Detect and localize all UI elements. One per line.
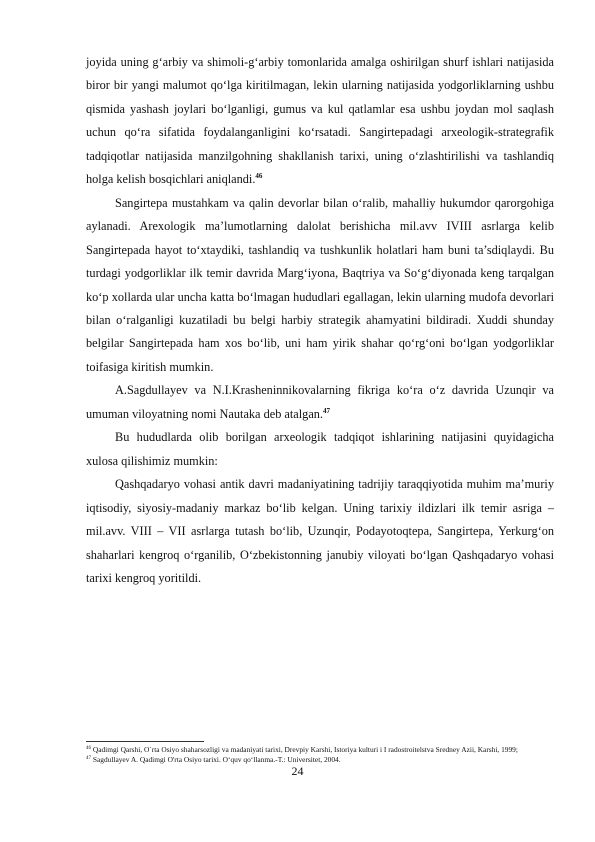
footnote-number: 47 [86, 755, 91, 761]
paragraph-4 [86, 426, 554, 473]
paragraph-1-text: joyida uning g‘arbiy va shimoli-g‘arbiy tomonlarida amalga oshirilgan shurf ishlari natijasida biror bir yangi malumot qo‘lga kiritilmagan, lekin ularning natijasida yodgorliklarning ushbu qismida yashash joylari bo‘lganligi, gumus va kul qatlamlar esa ushbu joydan mol saqlash uchun qo‘ra sifatida foydalanganligini ko‘rsatadi. Sangirtepadagi arxeologik-strategrafik tadqiqotlar natijasida manzilgohning shakllanish tarixi, uning o‘zlashtirilishi va tashlandiq holga kelish bosqichlari aniqlandi. [86, 55, 554, 187]
body-text [86, 51, 554, 590]
footnote-ref-47[interactable]: 47 [323, 406, 330, 415]
paragraph-2 [86, 192, 554, 380]
footnote-ref-46[interactable]: 46 [255, 172, 263, 181]
footnote-number: 46 [86, 746, 91, 751]
paragraph-3-text: A.Sagdullayev va N.I.Krasheninnikovalarning fikriga ko‘ra o‘z davrida Uzunqir va umuman viloyatning nomi Nautaka deb atalgan. [86, 383, 554, 421]
paragraph-5-text: Qashqadaryo vohasi antik davri madaniyatining tadrijiy taraqqiyotida muhim ma’muriy iqtisodiy, siyosiy-madaniy markaz bo‘lib kelgan. Uning tarixiy ildizlari ilk temir asriga – mil.avv. VIII – VII asrlarga tutash bo‘lib, Uzunqir, Podayotoqtepa, Sangirtepa, Yerkurg‘on shaharlari kengroq o‘rganilib, O‘zbekistonning janubiy viloyati bo‘lgan Qashqadaryo vohasi tarixi kengroq yoritildi. [86, 477, 554, 585]
paragraph-2-text: Sangirtepa mustahkam va qalin devorlar bilan o‘ralib, mahalliy hukumdor qarorgohiga aylanadi. Arexologik ma’lumotlarning dalolat berishicha mil.avv IVIII asrlarga kelib Sangirtepada hayot to‘xtaydiki, tashlandiq va tushkunlik holatlari ham buni ta’sdiqlaydi. Bu turdagi yodgorliklar ilk temir davrida Marg‘iyona, Baqtriya va So‘g‘diyonada keng tarqalgan ko‘p xollarda ular uncha katta bo‘lmagan hududlari egallagan, lekin ularning mudofa devorlari bilan o‘ralganligi kuzatiladi bu belgi harbiy strategik ahamyatini bildiradi. Xuddi shunday belgilar Sangirtepada ham xos bo‘lib, uni ham yirik shahar qo‘rg‘oni bo‘lgan yodgorliklar toifasiga kiritish mumkin. [86, 195, 554, 374]
page-number: 24 [291, 764, 304, 778]
footnote-text: Sagdullayev A. Qadimgi O'rta Osiyo tarixi. O‘quv qo‘llanma.-T.: Universitet, 2004. [92, 754, 341, 764]
paragraph-1 [86, 51, 554, 192]
paragraph-4-text: Bu hududlarda olib borilgan arxeologik tadqiqot ishlarining natijasini quyidagicha xulosa qilishimiz mumkin: [86, 430, 554, 468]
footnote-46 [86, 745, 554, 755]
footnote-47 [86, 755, 554, 765]
footnote-separator [86, 741, 204, 742]
paragraph-5 [86, 473, 554, 590]
paragraph-3 [86, 379, 554, 426]
footnotes [86, 745, 554, 764]
footnote-text: Qadimgi Qarshi, O`rta Osiyo shaharsozligi va madaniyati tarixi, Drevpiy Karshi, Istoriya kulturi i I radostroitelstva Sredney Azii, Karshi, 1999; [92, 745, 518, 754]
